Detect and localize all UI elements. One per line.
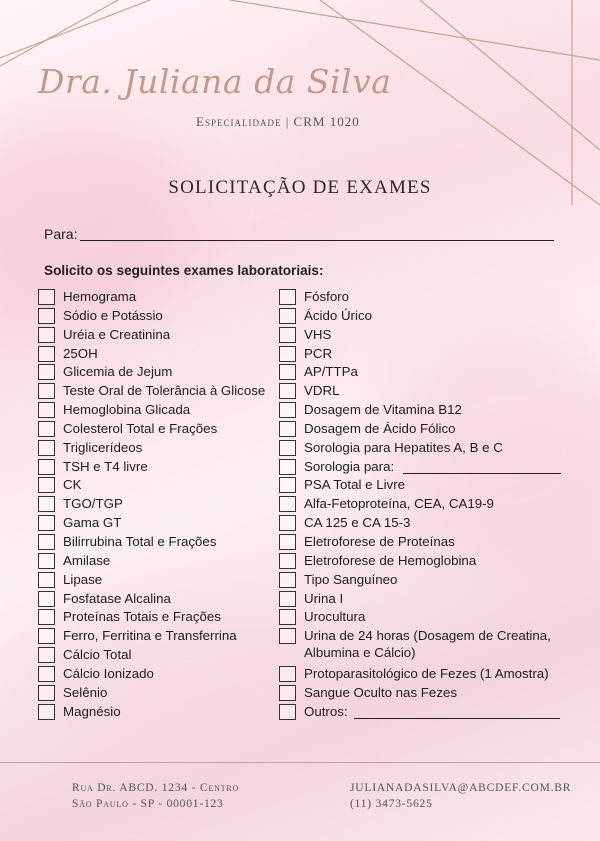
exam-item-selenio[interactable] [38, 684, 278, 703]
exam-item-proteinas-totais-e-fracoes[interactable] [38, 608, 278, 627]
exam-checkbox[interactable] [279, 459, 296, 475]
exam-checkbox[interactable] [38, 496, 55, 512]
exam-item-urocultura[interactable] [279, 608, 579, 627]
exam-checkbox[interactable] [279, 440, 296, 456]
exam-label: Sorologia para Hepatites A, B e C [304, 439, 503, 455]
exam-label: Cálcio Total [63, 647, 132, 663]
exam-label: VDRL [304, 383, 340, 399]
exam-label: Glicemia de Jejum [63, 364, 173, 380]
exam-item-fosforo[interactable] [279, 288, 579, 307]
exam-checkbox[interactable] [279, 308, 296, 324]
exam-checkbox[interactable] [279, 609, 296, 625]
exam-checkbox[interactable] [38, 364, 55, 380]
exam-checkbox[interactable] [279, 553, 296, 569]
exam-item-ap-ttpa[interactable] [279, 363, 579, 382]
exam-checkbox[interactable] [38, 515, 55, 531]
exam-item-hemoglobina-glicada[interactable] [38, 401, 278, 420]
exam-checkbox[interactable] [38, 666, 55, 682]
footer-divider [0, 762, 600, 763]
exam-checkbox[interactable] [38, 647, 55, 663]
exam-label: PCR [304, 345, 333, 361]
exam-item-hemograma[interactable] [38, 288, 278, 307]
exam-label: CA 125 e CA 15-3 [304, 515, 411, 531]
exam-label: Teste Oral de Tolerância à Glicose [63, 383, 266, 399]
exam-item-vhs[interactable] [279, 326, 579, 345]
exam-item-vdrl[interactable] [279, 382, 579, 401]
exam-label: Alfa-Fetoproteína, CEA, CA19-9 [304, 496, 494, 512]
exam-label: Fosfatase Alcalina [63, 590, 171, 606]
exam-label: VHS [304, 326, 332, 342]
exam-checkbox[interactable] [38, 402, 55, 418]
exam-label: TSH e T4 livre [63, 458, 148, 474]
exam-label: Sódio e Potássio [63, 307, 163, 323]
exam-item-eletroforese-de-proteinas[interactable] [279, 533, 579, 552]
exam-label: Ácido Úrico [304, 307, 372, 323]
exam-checkbox[interactable] [38, 628, 55, 644]
exam-item-ferro-ferritina-e-transferrina[interactable] [38, 627, 278, 646]
exam-checkbox[interactable] [38, 572, 55, 588]
exam-checkbox[interactable] [38, 609, 55, 625]
exam-checkbox[interactable] [279, 591, 296, 607]
exam-checkbox[interactable] [38, 459, 55, 475]
exam-item-amilase[interactable] [38, 552, 278, 571]
exam-label: Colesterol Total e Frações [63, 420, 218, 436]
exam-item-ureia-e-creatinina[interactable] [38, 326, 278, 345]
exam-label-continued: Albumina e Cálcio) [304, 645, 416, 661]
exam-list-left [38, 288, 278, 721]
exam-item-tipo-sanguineo[interactable] [279, 571, 579, 590]
exam-item-sangue-oculto-nas-fezes[interactable] [279, 684, 579, 703]
exam-item-calcio-ionizado[interactable] [38, 665, 278, 684]
exam-label: TGO/TGP [63, 496, 123, 512]
exam-item-sorologia-para[interactable] [279, 458, 579, 477]
exam-checkbox[interactable] [38, 346, 55, 362]
exam-checkbox[interactable] [38, 553, 55, 569]
exam-label: Cálcio Ionizado [63, 665, 154, 681]
exam-item-glicemia-de-jejum[interactable] [38, 363, 278, 382]
document-title: SOLICITAÇÃO DE EXAMES [168, 177, 432, 198]
doctor-name: Dra. Juliana da Silva [38, 62, 392, 101]
recipient-field[interactable] [44, 226, 554, 244]
exam-item-acido-urico[interactable] [279, 307, 579, 326]
exam-checkbox[interactable] [279, 402, 296, 418]
exam-checkbox[interactable] [279, 704, 296, 720]
email-text: JULIANADASILVA@ABCDEF.COM.BR [350, 782, 572, 794]
exam-checkbox[interactable] [279, 289, 296, 305]
exam-item-triglicerideos[interactable] [38, 439, 278, 458]
exam-checkbox[interactable] [279, 572, 296, 588]
exam-label: Selênio [63, 684, 108, 700]
exam-label: Amilase [63, 552, 111, 568]
address-line: Rua Dr. ABCD. 1234 - Centro [72, 782, 240, 794]
exam-label: PSA Total e Livre [304, 477, 406, 493]
exam-label: Gama GT [63, 515, 122, 531]
exam-checkbox[interactable] [279, 383, 296, 399]
address-line: São Paulo - SP - 00001-123 [72, 798, 224, 810]
exam-label: Hemograma [63, 289, 137, 304]
exam-label: Urina I [304, 590, 344, 606]
exam-label: Tipo Sanguíneo [304, 571, 398, 587]
exam-item-25oh[interactable] [38, 345, 278, 364]
exam-label: CK [63, 477, 82, 493]
exam-checkbox[interactable] [38, 534, 55, 550]
exam-label: Urina de 24 horas (Dosagem de Creatina, [304, 628, 551, 644]
request-intro: Solicito os seguintes exames laboratoriais: [44, 263, 324, 278]
exam-item-sodio-e-potassio[interactable] [38, 307, 278, 326]
exam-label: Eletroforese de Proteínas [304, 533, 455, 549]
exam-checkbox[interactable] [279, 477, 296, 493]
exam-label: 25OH [63, 345, 98, 361]
exam-label: Uréia e Creatinina [63, 326, 171, 342]
exam-label: Urocultura [304, 609, 366, 625]
footer-contact [350, 780, 571, 812]
exam-checkbox[interactable] [279, 515, 296, 531]
exam-checkbox[interactable] [279, 364, 296, 380]
phone-text: (11) 3473-5625 [350, 798, 433, 810]
exam-item-bilirrubina-total-e-fracoes[interactable] [38, 533, 278, 552]
exam-item-ca-125-e-ca-15-3[interactable] [279, 514, 579, 533]
exam-checkbox[interactable] [38, 704, 55, 720]
exam-item-ck[interactable] [38, 476, 278, 495]
exam-item-alfa-fetoproteina-cea-ca19-9[interactable] [279, 495, 579, 514]
exam-item-outros[interactable] [279, 703, 579, 722]
exam-checkbox[interactable] [38, 289, 55, 305]
exam-item-protoparasitologico-de-fezes-1-amostra[interactable] [279, 665, 579, 684]
exam-label: Dosagem de Ácido Fólico [304, 420, 456, 436]
exam-label: Ferro, Ferritina e Transferrina [63, 628, 237, 644]
exam-checkbox[interactable] [38, 383, 55, 399]
exam-checkbox[interactable] [38, 685, 55, 701]
exam-item-teste-oral-de-tolerancia-a-glicose[interactable] [38, 382, 278, 401]
exam-item-tgo-tgp[interactable] [38, 495, 278, 514]
exam-item-urina-de-24-horas-dosagem-de-creatina[interactable] [279, 627, 579, 665]
exam-label: Dosagem de Vitamina B12 [304, 402, 462, 418]
exam-checkbox[interactable] [38, 308, 55, 324]
exam-checkbox[interactable] [279, 327, 296, 343]
exam-item-urina-i[interactable] [279, 590, 579, 609]
specialty-line: Especialidade | CRM 1020 [196, 114, 360, 129]
exam-item-dosagem-de-acido-folico[interactable] [279, 420, 579, 439]
exam-item-colesterol-total-e-fracoes[interactable] [38, 420, 278, 439]
exam-label: Hemoglobina Glicada [63, 402, 191, 418]
exam-label: Protoparasitológico de Fezes (1 Amostra) [304, 665, 549, 681]
exam-item-magnesio[interactable] [38, 703, 278, 722]
exam-item-lipase[interactable] [38, 571, 278, 590]
exam-label: Sorologia para: [304, 458, 395, 474]
exam-label: Lipase [63, 571, 103, 587]
exam-checkbox[interactable] [279, 628, 296, 644]
exam-checkbox[interactable] [279, 421, 296, 437]
exam-item-tsh-e-t4-livre[interactable] [38, 458, 278, 477]
exam-checkbox[interactable] [279, 685, 296, 701]
write-in-line[interactable] [403, 473, 561, 474]
exam-checkbox[interactable] [38, 421, 55, 437]
exam-label: Eletroforese de Hemoglobina [304, 552, 477, 568]
exam-label: Triglicerídeos [63, 439, 143, 455]
exam-checkbox[interactable] [279, 496, 296, 512]
exam-checkbox[interactable] [279, 346, 296, 362]
exam-label: AP/TTPa [304, 364, 358, 380]
exam-label: Fósforo [304, 289, 350, 304]
exam-item-pcr[interactable] [279, 345, 579, 364]
exam-checkbox[interactable] [279, 666, 296, 682]
exam-item-eletroforese-de-hemoglobina[interactable] [279, 552, 579, 571]
exam-checkbox[interactable] [38, 477, 55, 493]
footer-address [72, 780, 239, 812]
recipient-label: Para: [44, 226, 78, 242]
exam-label: Proteínas Totais e Frações [63, 609, 221, 625]
exam-item-psa-total-e-livre[interactable] [279, 476, 579, 495]
exam-label: Bilirrubina Total e Frações [63, 533, 217, 549]
exam-item-calcio-total[interactable] [38, 646, 278, 665]
exam-item-sorologia-para-hepatites-a-b-e-c[interactable] [279, 439, 579, 458]
exam-label: Magnésio [63, 703, 121, 719]
exam-checkbox[interactable] [38, 591, 55, 607]
exam-item-gama-gt[interactable] [38, 514, 278, 533]
exam-checkbox[interactable] [38, 327, 55, 343]
exam-item-fosfatase-alcalina[interactable] [38, 590, 278, 609]
exam-label: Sangue Oculto nas Fezes [304, 684, 458, 700]
exam-label: Outros: [304, 703, 348, 719]
recipient-line[interactable] [80, 240, 554, 241]
exam-list-right [279, 288, 579, 721]
exam-item-dosagem-de-vitamina-b12[interactable] [279, 401, 579, 420]
exam-checkbox[interactable] [279, 534, 296, 550]
write-in-line[interactable] [354, 718, 560, 719]
exam-checkbox[interactable] [38, 440, 55, 456]
